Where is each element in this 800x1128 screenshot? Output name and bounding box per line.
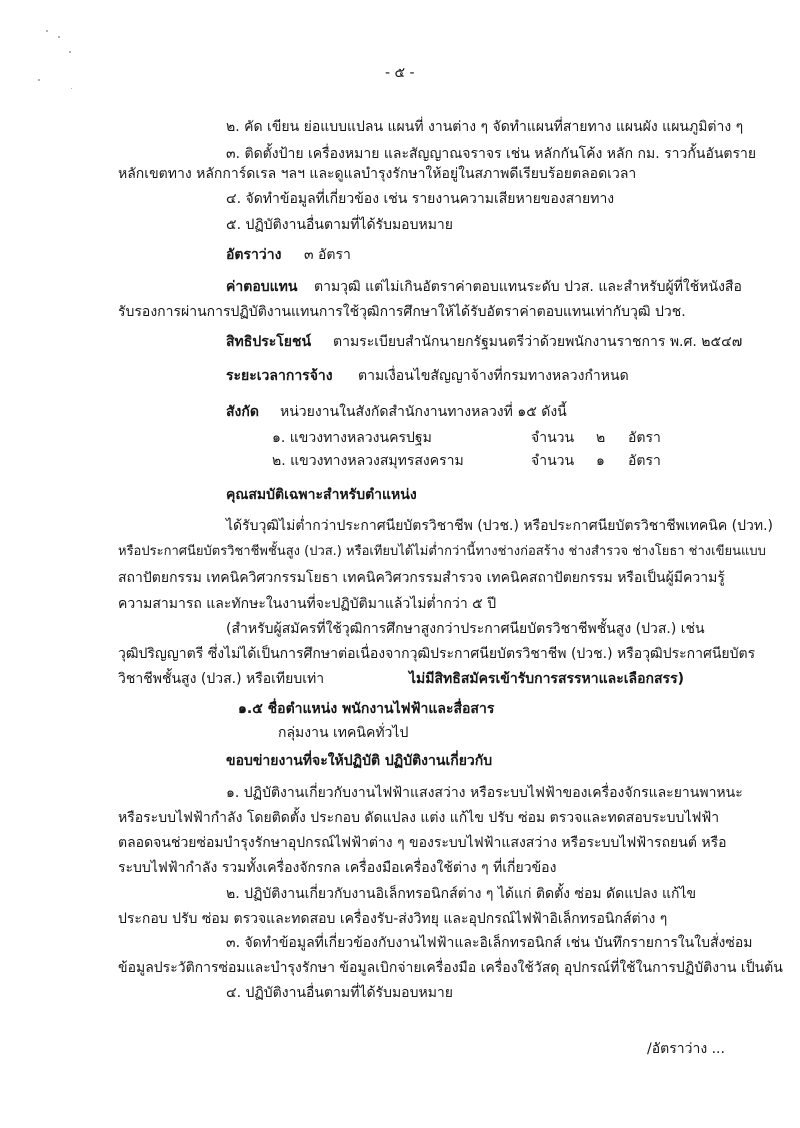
duty-item-4: ๔. จัดทำข้อมูลที่เกี่ยวข้อง เช่น รายงานความเสียหายของสายทาง [226, 191, 615, 207]
office-row-1-unit: อัตรา [628, 430, 661, 446]
compensation-label: ค่าตอบแทน [226, 279, 298, 295]
note-line-3: วิชาชีพชั้นสูง (ปวส.) หรือเทียบเท่า [118, 671, 325, 687]
office-row-1-name: ๑. แขวงทางหลวงนครปฐม [272, 430, 432, 446]
duty-item-5: ๕. ปฏิบัติงานอื่นตามที่ได้รับมอบหมาย [226, 217, 454, 233]
qualifications-heading: คุณสมบัติเฉพาะสำหรับตำแหน่ง [226, 487, 417, 503]
scope-item-1-cont-2: ตลอดจนช่วยซ่อมบำรุงรักษาอุปกรณ์ไฟฟ้าต่าง ๆ ของระบบไฟฟ้าแสงสว่าง หรือระบบไฟฟ้ารถยนต์ หรือ [118, 835, 727, 851]
office-row-2-count: ๑ [596, 453, 605, 469]
scope-item-1-cont-3: ระบบไฟฟ้ากำลัง รวมทั้งเครื่องจักรกล เครื่องมือเครื่องใช้ต่าง ๆ ที่เกี่ยวข้อง [118, 860, 557, 876]
office-row-1-count: ๒ [596, 430, 606, 446]
scope-item-3-cont: ข้อมูลประวัติการซ่อมและบำรุงรักษา ข้อมูลเบิกจ่ายเครื่องมือ เครื่องใช้วัสดุ อุปกรณ์ที่ใช้ในการปฏิบัติงาน เป็นต้น [118, 960, 783, 976]
office-row-2-name: ๒. แขวงทางหลวงสมุทรสงคราม [272, 453, 464, 469]
benefits-label: สิทธิประโยชน์ [226, 334, 312, 350]
office-row-2-unit: อัตรา [628, 453, 661, 469]
note-line-2: วุฒิปริญญาตรี ซึ่งไม่ได้เป็นการศึกษาต่อเนื่องจากวุฒิประกาศนียบัตรวิชาชีพ (ปวช.) หรือวุฒิประกาศนียบัตร [118, 646, 756, 662]
page-number: - ๕ - [385, 65, 415, 81]
affiliation-text: หน่วยงานในสังกัดสำนักงานทางหลวงที่ ๑๕ ดังนี้ [280, 404, 567, 420]
employment-period-text: ตามเงื่อนไขสัญญาจ้างที่กรมทางหลวงกำหนด [358, 368, 629, 384]
scan-speck [46, 30, 48, 32]
benefits-text: ตามระเบียบสำนักนายกรัฐมนตรีว่าด้วยพนักงานราชการ พ.ศ. ๒๕๔๗ [333, 334, 743, 350]
scan-speck [58, 36, 60, 38]
position-title: ๑.๕ ชื่อตำแหน่ง พนักงานไฟฟ้าและสื่อสาร [238, 701, 495, 717]
scan-speck [69, 51, 71, 53]
scope-item-1-cont-1: หรือระบบไฟฟ้ากำลัง โดยติดตั้ง ประกอบ ดัดแปลง แต่ง แก้ไข ปรับ ซ่อม ตรวจและทดสอบระบบไฟฟ้า [118, 810, 720, 826]
office-row-2-count-label: จำนวน [531, 453, 575, 469]
duty-item-3: ๓. ติดตั้งป้าย เครื่องหมาย และสัญญาณจราจร เช่น หลักกันโค้ง หลัก กม. ราวกั้นอันตราย [226, 146, 757, 162]
scope-item-2-cont: ประกอบ ปรับ ซ่อม ตรวจและทดสอบ เครื่องรับ-ส่งวิทยุ และอุปกรณ์ไฟฟ้าอิเล็กทรอนิกส์ต่าง ๆ [118, 911, 668, 927]
scope-heading: ขอบข่ายงานที่จะให้ปฏิบัติ ปฏิบัติงานเกี่ยวกับ [226, 753, 493, 769]
qualifications-line-4: ความสามารถ และทักษะในงานที่จะปฏิบัติมาแล้วไม่ต่ำกว่า ๕ ปี [118, 596, 497, 612]
employment-period-label: ระยะเวลาการจ้าง [226, 368, 333, 384]
scope-item-2: ๒. ปฏิบัติงานเกี่ยวกับงานอิเล็กทรอนิกส์ต่าง ๆ ได้แก่ ติดตั้ง ซ่อม ดัดแปลง แก้ไข [226, 886, 697, 902]
vacancy-label: อัตราว่าง [226, 247, 282, 263]
duty-item-2: ๒. คัด เขียน ย่อแบบแปลน แผนที่ งานต่าง ๆ จัดทำแผนที่สายทาง แผนผัง แผนภูมิต่าง ๆ [226, 119, 744, 135]
scan-speck [71, 88, 72, 89]
qualifications-line-3: สถาปัตยกรรม เทคนิควิศวกรรมโยธา เทคนิควิศวกรรมสำรวจ เทคนิคสถาปัตยกรรม หรือเป็นผู้มีความรู้ [118, 570, 725, 586]
position-group: กลุ่มงาน เทคนิคทั่วไป [278, 725, 409, 741]
duty-item-3-cont: หลักเขตทาง หลักการ์ดเรล ฯลฯ และดูแลบำรุงรักษาให้อยู่ในสภาพดีเรียบร้อยตลอดเวลา [118, 166, 637, 182]
scope-item-3: ๓. จัดทำข้อมูลที่เกี่ยวข้องกับงานไฟฟ้าและอิเล็กทรอนิกส์ เช่น บันทึกรายการในใบสั่งซ่อม [226, 935, 753, 951]
scope-item-1: ๑. ปฏิบัติงานเกี่ยวกับงานไฟฟ้าแสงสว่าง หรือระบบไฟฟ้าของเครื่องจักรและยานพาหนะ [226, 785, 743, 801]
qualifications-line-1: ได้รับวุฒิไม่ต่ำกว่าประกาศนียบัตรวิชาชีพ (ปวช.) หรือประกาศนียบัตรวิชาชีพเทคนิค (ปวท.) [226, 518, 774, 534]
scan-speck [38, 79, 40, 81]
vacancy-value: ๓ อัตรา [304, 247, 351, 263]
affiliation-label: สังกัด [226, 404, 259, 420]
office-row-1-count-label: จำนวน [531, 430, 575, 446]
compensation-text: ตามวุฒิ แต่ไม่เกินอัตราค่าตอบแทนระดับ ปวส. และสำหรับผู้ที่ใช้หนังสือ [314, 279, 742, 295]
note-line-3-bold: ไม่มีสิทธิสมัครเข้ารับการสรรหาและเลือกสรร) [409, 671, 684, 687]
note-line-1: (สำหรับผู้สมัครที่ใช้วุฒิการศึกษาสูงกว่าประกาศนียบัตรวิชาชีพชั้นสูง (ปวส.) เช่น [226, 621, 705, 637]
qualifications-line-2: หรือประกาศนียบัตรวิชาชีพชั้นสูง (ปวส.) หรือเทียบได้ไม่ต่ำกว่านี้ทางช่างก่อสร้าง ช่างสำรวจ ช่างโยธา ช่างเขียนแบบ [118, 544, 766, 559]
compensation-text-cont: รับรองการผ่านการปฏิบัติงานแทนการใช้วุฒิการศึกษาให้ได้รับอัตราค่าตอบแทนเท่ากับวุฒิ ปวช. [118, 304, 686, 320]
scope-item-4: ๔. ปฏิบัติงานอื่นตามที่ได้รับมอบหมาย [226, 985, 454, 1001]
continuation-marker: /อัตราว่าง ... [647, 1041, 725, 1057]
